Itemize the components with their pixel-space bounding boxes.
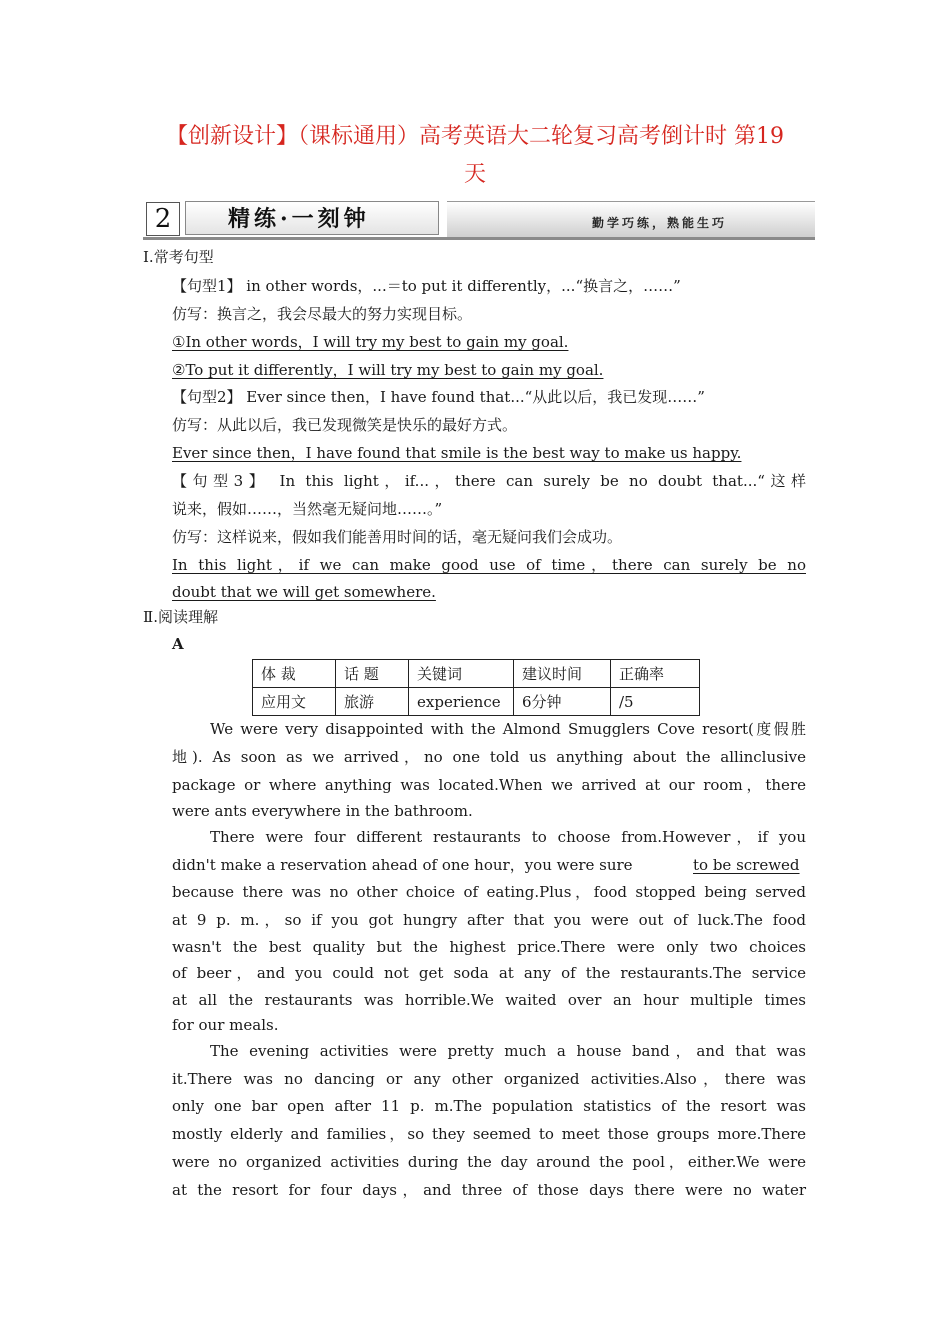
paragraph-line: were ants everywhere in the bathroom. xyxy=(172,802,473,820)
paragraph-line: only one bar open after 11 p. m.The population statistics of the resort was xyxy=(172,1097,806,1115)
table-header-cell: 话 题 xyxy=(336,660,409,688)
paragraph-line: 地). As soon as we arrived，no one told us anything about the allinclusive xyxy=(172,748,806,766)
paragraph-line: We were very disappointed with the Almond Smugglers Cove resort(度假胜 xyxy=(210,720,806,738)
pattern3-answer-line-1: In this light，if we can make good use of time，there can surely be no xyxy=(172,556,806,574)
table-header-row xyxy=(253,660,700,688)
banner-number: 2 xyxy=(146,202,180,236)
paragraph-line: The evening activities were pretty much a house band，and that was xyxy=(210,1042,806,1060)
table-cell: 应用文 xyxy=(253,688,336,716)
table-row xyxy=(253,688,700,716)
table-header-cell: 正确率 xyxy=(611,660,700,688)
pattern3-line-1: 【句型3】 In this light，if...，there can surely be no doubt that...“这样 xyxy=(172,472,806,490)
section1-heading: Ⅰ.常考句型 xyxy=(143,248,214,266)
paragraph-line: at 9 p. m.，so if you got hungry after that you were out of luck.The food xyxy=(172,911,806,929)
table-header-cell: 建议时间 xyxy=(514,660,611,688)
table-cell: 6分钟 xyxy=(514,688,611,716)
table-cell: 旅游 xyxy=(336,688,409,716)
banner-slogan: 勤学巧练，熟能生巧 xyxy=(447,201,815,237)
title-line-1: 【创新设计】（课标通用）高考英语大二轮复习高考倒计时 第19 xyxy=(166,124,784,149)
paragraph-line: were no organized activities during the day around the pool，either.We were xyxy=(172,1153,806,1171)
document-title xyxy=(140,118,810,194)
paragraph-line: of beer，and you could not get soda at any of the restaurants.The service xyxy=(172,964,806,982)
section-banner xyxy=(143,199,815,241)
pattern2-answer: Ever since then，I have found that smile is the best way to make us happy. xyxy=(172,444,742,462)
pattern1: 【句型1】 in other words，...＝to put it differently，...“换言之，……” xyxy=(172,277,681,295)
table-header-cell: 关键词 xyxy=(409,660,514,688)
pattern1-answer-1: ①In other words，I will try my best to gain my goal. xyxy=(172,333,569,351)
table-cell: experience xyxy=(409,688,514,716)
paragraph-line: didn't make a reservation ahead of one hour，you were sure xyxy=(172,856,633,874)
table-cell: /5 xyxy=(611,688,700,716)
paragraph-line: for our meals. xyxy=(172,1016,279,1034)
paragraph-line: at the resort for four days，and three of those days there were no water xyxy=(172,1181,806,1199)
pattern3-task: 仿写：这样说来，假如我们能善用时间的话，毫无疑问我们会成功。 xyxy=(172,528,623,546)
pattern2: 【句型2】 Ever since then，I have found that...“从此以后，我已发现……” xyxy=(172,388,705,406)
pattern1-answer-2: ②To put it differently，I will try my best to gain my goal. xyxy=(172,361,604,379)
pattern1-task: 仿写：换言之，我会尽最大的努力实现目标。 xyxy=(172,305,473,323)
title-line-2: 天 xyxy=(463,162,486,187)
passage-label: A xyxy=(172,635,184,653)
banner-title: 精练·一刻钟 xyxy=(185,201,439,235)
banner-rule xyxy=(143,237,815,240)
paragraph-line: There were four different restaurants to choose from.However，if you xyxy=(210,828,806,846)
pattern3-line-2: 说来，假如……，当然毫无疑问地……。” xyxy=(172,500,443,518)
underlined-phrase: to be screwed xyxy=(693,856,800,874)
paragraph-line: mostly elderly and families，so they seemed to meet those groups more.There xyxy=(172,1125,806,1143)
pattern2-task: 仿写：从此以后，我已发现微笑是快乐的最好方式。 xyxy=(172,416,518,434)
paragraph-line: at all the restaurants was horrible.We waited over an hour multiple times xyxy=(172,991,806,1009)
table-header-cell: 体 裁 xyxy=(253,660,336,688)
pattern3-answer-line-2: doubt that we will get somewhere. xyxy=(172,583,436,601)
passage-info-table xyxy=(252,659,700,716)
paragraph-line: it.There was no dancing or any other organized activities.Also，there was xyxy=(172,1070,806,1088)
section2-heading: Ⅱ.阅读理解 xyxy=(143,608,218,626)
paragraph-line: package or where anything was located.When we arrived at our room，there xyxy=(172,776,806,794)
paragraph-line: wasn't the best quality but the highest price.There were only two choices xyxy=(172,938,806,956)
paragraph-line: because there was no other choice of eating.Plus，food stopped being served xyxy=(172,883,806,901)
